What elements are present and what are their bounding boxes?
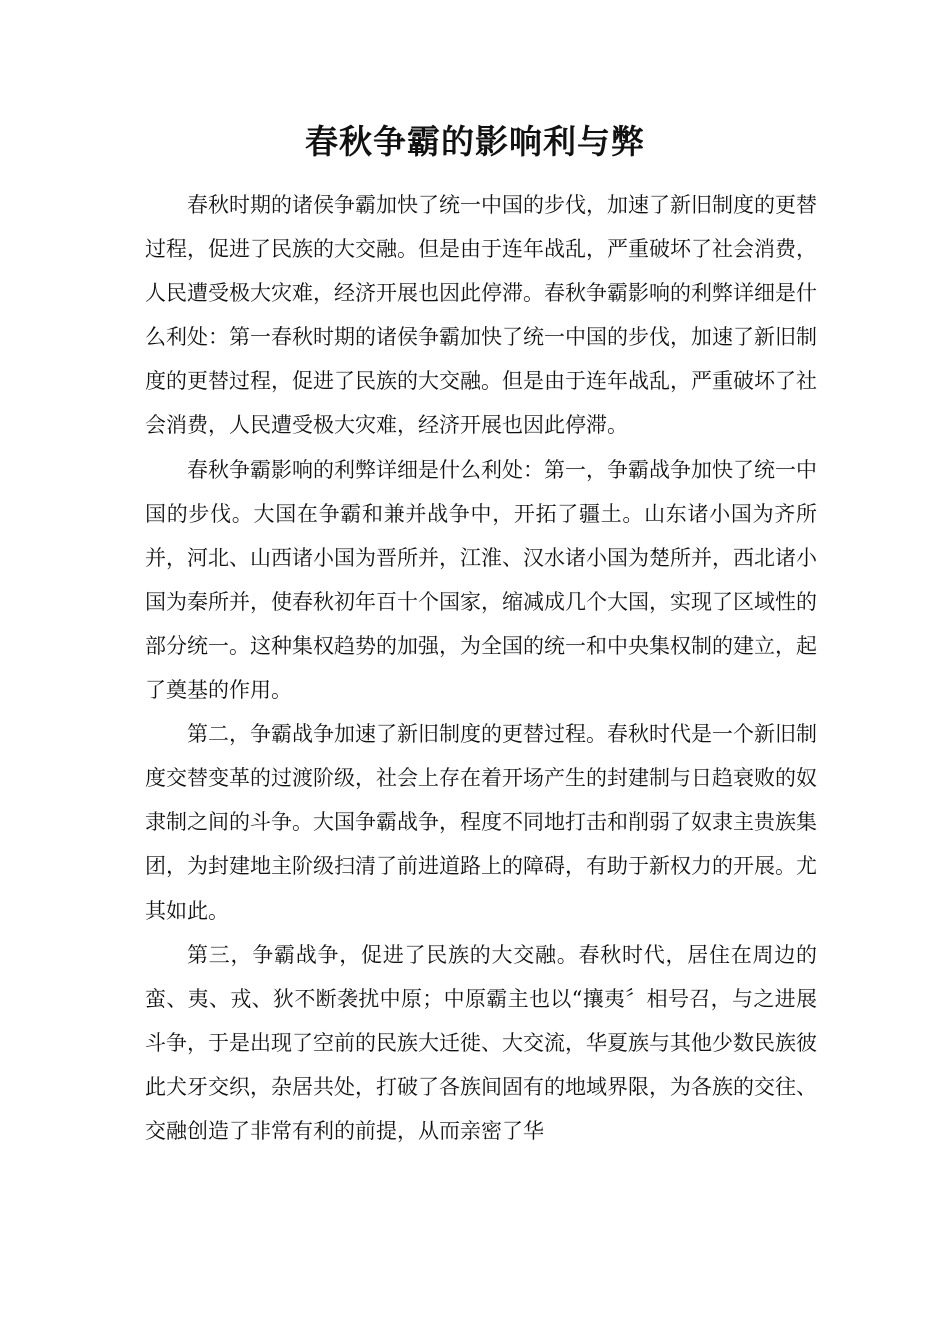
paragraph-4: 第三，争霸战争，促进了民族的大交融。春秋时代，居住在周边的蛮、夷、戎、狄不断袭扰中原；中原霸主也以“攘夷〞相号召，与之进展斗争，于是出现了空前的民族大迁徙、大交流，华夏族与其他少数民族彼此犬牙交织，杂居共处，打破了各族间固有的地域界限，为各族的交往、交融创造了非常有利的前提，从而亲密了华 xyxy=(145,942,817,1143)
paragraph-3: 第二，争霸战争加速了新旧制度的更替过程。春秋时代是一个新旧制度交替变革的过渡阶级，社会上存在着开场产生的封建制与日趋衰败的奴隶制之间的斗争。大国争霸战争，程度不同地打击和削弱了奴隶主贵族集团，为封建地主阶级扫清了前进道路上的障碍，有助于新权力的开展。尤其如此。 xyxy=(145,722,817,923)
paragraph-2: 春秋争霸影响的利弊详细是什么利处：第一，争霸战争加快了统一中国的步伐。大国在争霸和兼并战争中，开拓了疆土。山东诸小国为齐所并，河北、山西诸小国为晋所并，江淮、汉水诸小国为楚所并，西北诸小国为秦所并，使春秋初年百十个国家，缩减成几个大国，实现了区域性的部分统一。这种集权趋势的加强，为全国的统一和中央集权制的建立，起了奠基的作用。 xyxy=(145,457,817,703)
document-body xyxy=(145,183,817,1153)
paragraph-1: 春秋时期的诸侯争霸加快了统一中国的步伐，加速了新旧制度的更替过程，促进了民族的大交融。但是由于连年战乱，严重破坏了社会消费，人民遭受极大灾难，经济开展也因此停滞。春秋争霸影响的利弊详细是什么利处：第一春秋时期的诸侯争霸加快了统一中国的步伐，加速了新旧制度的更替过程，促进了民族的大交融。但是由于连年战乱，严重破坏了社会消费，人民遭受极大灾难，经济开展也因此停滞。 xyxy=(145,193,817,438)
document-title: 春秋争霸的影响利与弊 xyxy=(305,122,645,161)
